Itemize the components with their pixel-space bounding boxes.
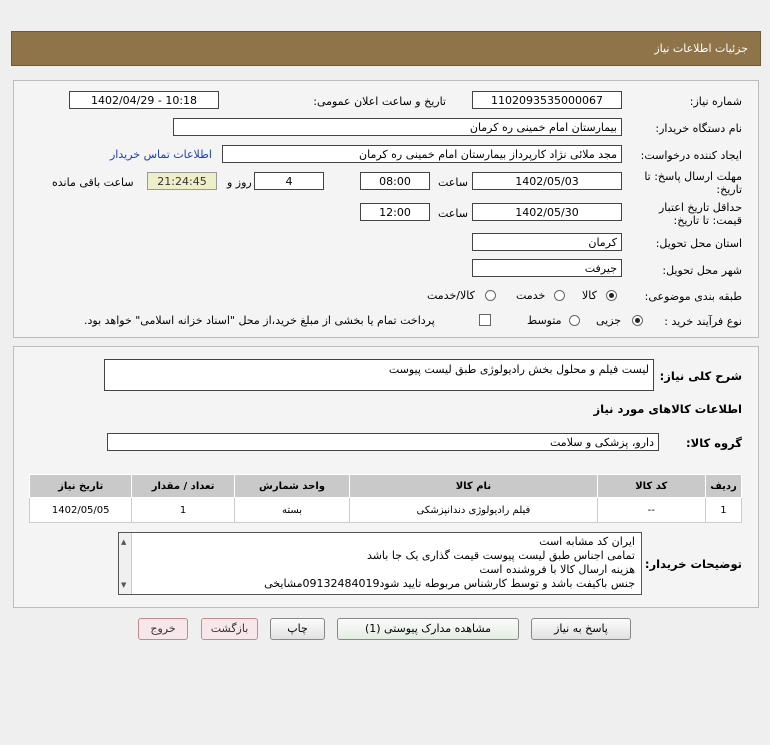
process-minor-label: جزیی — [596, 314, 622, 327]
note-line: تمامی اجناس طبق لیست پیوست قیمت گذاری یک جا باشد — [366, 549, 635, 562]
category-radio-goods[interactable] — [606, 290, 617, 301]
city-label: شهر محل تحویل: — [662, 264, 742, 277]
goods-group-field: دارو، پزشکی و سلامت — [107, 433, 659, 451]
notes-scrollbar[interactable] — [119, 533, 132, 594]
summary-label: شرح کلی نیاز: — [659, 369, 742, 383]
category-service-label: خدمت — [516, 289, 546, 302]
province-label: استان محل تحویل: — [655, 237, 742, 250]
cell-unit: بسته — [234, 498, 350, 523]
cell-quantity: 1 — [132, 498, 234, 523]
col-quantity: تعداد / مقدار — [132, 475, 234, 498]
note-line: هزینه ارسال کالا با فروشنده است — [479, 563, 635, 576]
process-medium-label: متوسط — [527, 314, 562, 327]
price-validity-time-field: 12:00 — [360, 203, 430, 221]
category-label: طبقه بندی موضوعی: — [644, 290, 742, 303]
reply-deadline-label: مهلت ارسال پاسخ: تا — [644, 170, 742, 183]
announce-date-field: 1402/04/29 - 10:18 — [69, 91, 219, 109]
print-button[interactable]: چاپ — [270, 618, 325, 640]
back-button[interactable]: بازگشت — [201, 618, 258, 640]
buyer-notes-label: توضیحات خریدار: — [644, 557, 742, 571]
goods-section-title: اطلاعات کالاهای مورد نیاز — [593, 402, 742, 416]
cell-row-number: 1 — [705, 498, 741, 523]
col-row-number: ردیف — [705, 475, 741, 498]
buyer-org-label: نام دستگاه خریدار: — [655, 122, 742, 135]
price-validity-label: حداقل تاریخ اعتبار — [658, 201, 742, 214]
treasury-payment-checkbox[interactable] — [479, 314, 491, 326]
scroll-down-icon[interactable]: ▼ — [121, 581, 127, 589]
category-radio-goods-service[interactable] — [485, 290, 496, 301]
need-number-field: 1102093535000067 — [472, 91, 622, 109]
cell-goods-name: فیلم رادیولوژی دندانپزشکی — [350, 498, 597, 523]
exit-button[interactable]: خروج — [138, 618, 188, 640]
category-radio-service[interactable] — [554, 290, 565, 301]
countdown-timer: 21:24:45 — [147, 172, 217, 190]
table-header-row — [30, 475, 742, 498]
cell-need-date: 1402/05/05 — [30, 498, 132, 523]
buyer-contact-link[interactable]: اطلاعات تماس خریدار — [110, 148, 212, 161]
creator-label: ایجاد کننده درخواست: — [640, 149, 742, 162]
treasury-payment-note: پرداخت تمام یا بخشی از مبلغ خرید،از محل "اسناد خزانه اسلامی" خواهد بود. — [84, 314, 435, 327]
need-number-label: شماره نیاز: — [689, 95, 742, 108]
remaining-label: ساعت باقی مانده — [52, 176, 134, 189]
category-goods-service-label: کالا/خدمت — [427, 289, 475, 302]
reply-time-field: 08:00 — [360, 172, 430, 190]
page-title: جزئیات اطلاعات نیاز — [654, 42, 748, 55]
scroll-up-icon[interactable]: ▲ — [121, 538, 127, 546]
goods-group-label: گروه کالا: — [686, 436, 742, 450]
days-remaining-field: 4 — [254, 172, 324, 190]
price-validity-date-field: 1402/05/30 — [472, 203, 622, 221]
cell-goods-code: -- — [597, 498, 705, 523]
city-field: جیرفت — [472, 259, 622, 277]
creator-field: مجد ملائی نژاد کارپرداز بیمارستان امام خمینی ره کرمان — [222, 145, 622, 163]
table-row — [30, 498, 742, 523]
reply-date-field: 1402/05/03 — [472, 172, 622, 190]
process-label: نوع فرآیند خرید : — [664, 315, 742, 328]
summary-field: لیست فیلم و محلول بخش رادیولوژی طبق لیست پیوست — [104, 359, 654, 391]
days-label: روز و — [227, 176, 252, 189]
buyer-notes-box[interactable] — [118, 532, 642, 595]
price-validity-time-label: ساعت — [438, 207, 468, 220]
col-unit: واحد شمارش — [234, 475, 350, 498]
reply-time-label: ساعت — [438, 176, 468, 189]
page-header — [11, 31, 761, 66]
province-field: کرمان — [472, 233, 622, 251]
reply-deadline-label-2: تاریخ: — [716, 183, 742, 196]
col-goods-name: نام کالا — [350, 475, 597, 498]
note-line: ایران کد مشابه است — [539, 535, 635, 548]
announce-date-label: تاریخ و ساعت اعلان عمومی: — [313, 95, 446, 108]
goods-table — [29, 474, 742, 523]
price-validity-label-2: قیمت: تا تاریخ: — [673, 214, 742, 227]
reply-button[interactable]: پاسخ به نیاز — [531, 618, 631, 640]
col-goods-code: کد کالا — [597, 475, 705, 498]
process-radio-medium[interactable] — [569, 315, 580, 326]
note-line: جنس باکیفت باشد و توسط کارشناس مربوطه تایید شود09132484019مشایخی — [264, 577, 635, 590]
process-radio-minor[interactable] — [632, 315, 643, 326]
col-need-date: تاریخ نیاز — [30, 475, 132, 498]
buyer-org-field: بیمارستان امام خمینی ره کرمان — [173, 118, 622, 136]
view-attachments-button[interactable]: مشاهده مدارک پیوستی (1) — [337, 618, 519, 640]
category-goods-label: کالا — [582, 289, 597, 302]
